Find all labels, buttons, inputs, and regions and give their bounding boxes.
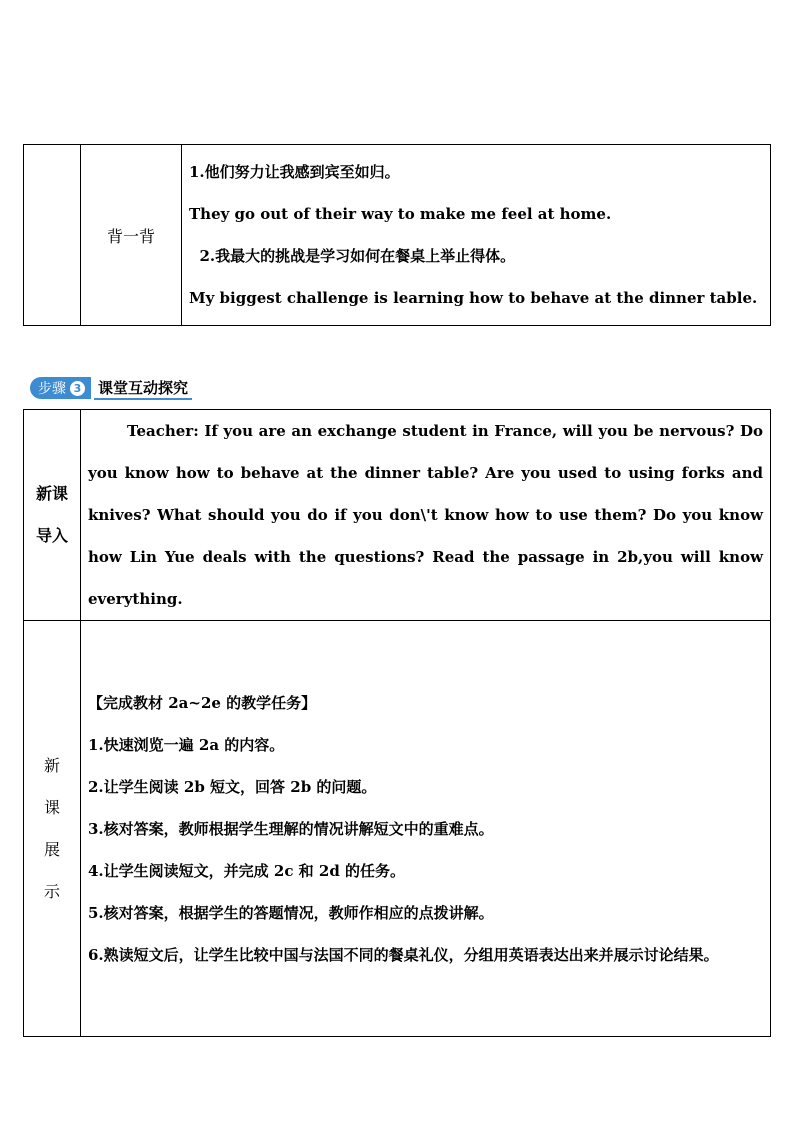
review-label-cell	[81, 145, 182, 326]
show-label-char-3: 展	[43, 839, 60, 859]
step-number-badge: 3	[70, 381, 85, 396]
step-tab-label: 步骤	[38, 381, 66, 397]
show-line-2: 2.让学生阅读 2b 短文，回答 2b 的问题。	[88, 777, 377, 796]
intro-label-line-1: 新课	[35, 484, 68, 503]
step-title: 课堂互动探究	[94, 377, 192, 400]
intro-label-cell	[24, 410, 81, 621]
review-line-4: My biggest challenge is learning how to behave at the dinner table.	[189, 289, 758, 307]
show-label-char-4: 示	[43, 881, 60, 901]
intro-label-line-2: 导入	[35, 526, 68, 545]
review-content-cell	[182, 145, 771, 326]
intro-text: Teacher: If you are an exchange student in France, will you be nervous? Do you know how to behave at the dinner table? Are you used to using forks and knives? What should you do if you don\'t know how to use them? Do you know how Lin Yue deals with the questions? Read the passage in 2b,you will know everything.	[88, 422, 763, 608]
show-line-6: 6.熟读短文后，让学生比较中国与法国不同的餐桌礼仪，分组用英语表达出来并展示讨论结果。	[88, 945, 719, 964]
review-label: 背一背	[106, 226, 155, 246]
lesson-table	[23, 409, 771, 1037]
intro-content-cell	[81, 410, 771, 621]
empty-cell	[24, 145, 81, 326]
step-header	[30, 376, 192, 400]
show-line-3: 3.核对答案，教师根据学生理解的情况讲解短文中的重难点。	[88, 819, 494, 838]
show-content-cell	[81, 621, 771, 1037]
step-tab	[30, 377, 91, 399]
review-line-1: 1.他们努力让我感到宾至如归。	[189, 163, 400, 181]
show-line-4: 4.让学生阅读短文，并完成 2c 和 2d 的任务。	[88, 861, 406, 880]
show-label-cell	[24, 621, 81, 1037]
show-label-char-1: 新	[43, 755, 60, 775]
show-line-0: 【完成教材 2a~2e 的教学任务】	[88, 693, 317, 712]
show-line-1: 1.快速浏览一遍 2a 的内容。	[88, 735, 285, 754]
show-label-char-2: 课	[43, 797, 60, 817]
show-line-5: 5.核对答案，根据学生的答题情况，教师作相应的点拨讲解。	[88, 903, 494, 922]
review-line-3: 2.我最大的挑战是学习如何在餐桌上举止得体。	[189, 247, 516, 265]
review-table	[23, 144, 771, 326]
review-line-2: They go out of their way to make me feel at home.	[189, 205, 612, 223]
